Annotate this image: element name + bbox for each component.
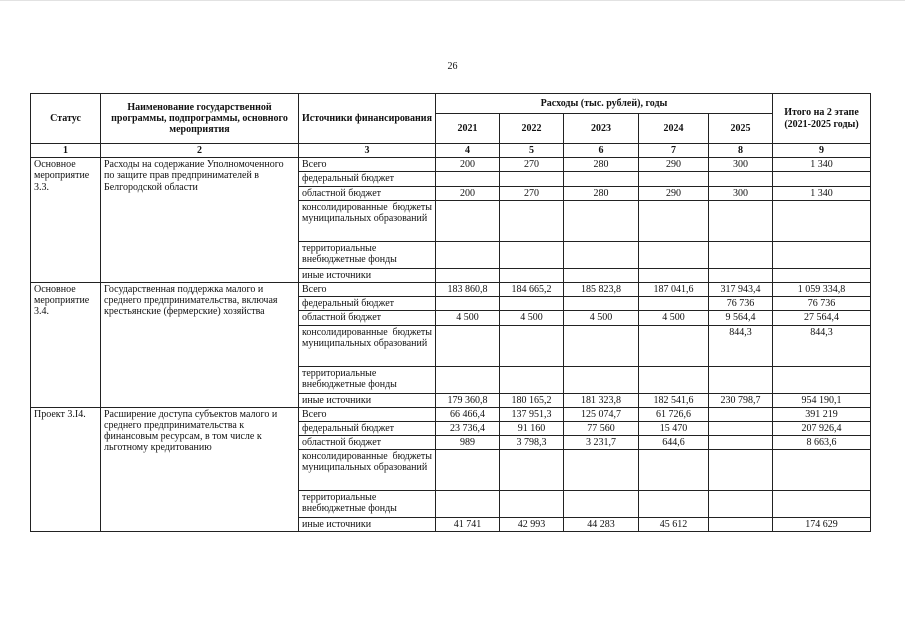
year-value-cell: 4 500 — [500, 311, 564, 325]
year-value-cell — [564, 172, 639, 186]
year-value-cell: 4 500 — [436, 311, 500, 325]
year-value-cell — [436, 366, 500, 393]
source-cell: консолидированные бюджеты муниципальных образований — [299, 450, 436, 491]
source-cell: областной бюджет — [299, 311, 436, 325]
program-name-cell: Расходы на содержание Уполномоченного по защите прав предпринимателей в Белгородской области — [101, 158, 299, 283]
year-value-cell: 290 — [639, 186, 709, 200]
year-value-cell — [500, 172, 564, 186]
year-value-cell — [564, 200, 639, 241]
year-value-cell — [709, 268, 773, 282]
year-value-cell — [639, 491, 709, 518]
scan-edge-line — [0, 0, 905, 1]
column-number: 9 — [773, 144, 871, 158]
total-value-cell — [773, 172, 871, 186]
year-value-cell: 77 560 — [564, 421, 639, 435]
header-status: Статус — [31, 94, 101, 144]
year-value-cell — [709, 421, 773, 435]
program-name-cell: Государственная поддержка малого и среднего предпринимательства, включая крестьянские (фермерские) хозяйства — [101, 282, 299, 407]
year-value-cell — [564, 450, 639, 491]
year-value-cell: 182 541,6 — [639, 393, 709, 407]
year-value-cell — [564, 268, 639, 282]
year-value-cell: 280 — [564, 158, 639, 172]
year-value-cell — [709, 407, 773, 421]
source-cell: консолидированные бюджеты муниципальных образований — [299, 200, 436, 241]
total-value-cell: 76 736 — [773, 297, 871, 311]
year-value-cell — [564, 241, 639, 268]
total-value-cell: 844,3 — [773, 325, 871, 366]
total-value-cell: 954 190,1 — [773, 393, 871, 407]
year-value-cell: 23 736,4 — [436, 421, 500, 435]
column-number: 1 — [31, 144, 101, 158]
header-year: 2025 — [709, 114, 773, 144]
year-value-cell: 844,3 — [709, 325, 773, 366]
year-value-cell: 989 — [436, 436, 500, 450]
year-value-cell — [564, 297, 639, 311]
year-value-cell: 44 283 — [564, 518, 639, 532]
year-value-cell — [500, 268, 564, 282]
year-value-cell: 45 612 — [639, 518, 709, 532]
year-value-cell: 300 — [709, 158, 773, 172]
total-value-cell: 207 926,4 — [773, 421, 871, 435]
year-value-cell — [639, 325, 709, 366]
header-year: 2022 — [500, 114, 564, 144]
year-value-cell: 230 798,7 — [709, 393, 773, 407]
year-value-cell — [436, 172, 500, 186]
year-value-cell — [436, 491, 500, 518]
year-value-cell — [564, 325, 639, 366]
year-value-cell: 3 231,7 — [564, 436, 639, 450]
year-value-cell — [639, 297, 709, 311]
total-value-cell: 1 059 334,8 — [773, 282, 871, 296]
year-value-cell: 181 323,8 — [564, 393, 639, 407]
year-value-cell — [639, 241, 709, 268]
status-cell: Основное мероприятие 3.4. — [31, 282, 101, 407]
total-value-cell: 27 564,4 — [773, 311, 871, 325]
source-cell: консолидированные бюджеты муниципальных образований — [299, 325, 436, 366]
year-value-cell — [500, 450, 564, 491]
total-value-cell — [773, 200, 871, 241]
source-cell: областной бюджет — [299, 436, 436, 450]
year-value-cell: 15 470 — [639, 421, 709, 435]
year-value-cell: 185 823,8 — [564, 282, 639, 296]
budget-table — [30, 93, 871, 532]
year-value-cell — [709, 518, 773, 532]
year-value-cell — [436, 450, 500, 491]
year-value-cell: 270 — [500, 186, 564, 200]
year-value-cell: 179 360,8 — [436, 393, 500, 407]
total-value-cell — [773, 241, 871, 268]
column-number: 5 — [500, 144, 564, 158]
year-value-cell — [639, 450, 709, 491]
year-value-cell — [709, 436, 773, 450]
year-value-cell — [500, 366, 564, 393]
year-value-cell: 200 — [436, 186, 500, 200]
year-value-cell — [500, 491, 564, 518]
total-value-cell: 391 219 — [773, 407, 871, 421]
year-value-cell — [709, 450, 773, 491]
header-total: Итого на 2 этапе (2021-2025 годы) — [773, 94, 871, 144]
year-value-cell: 3 798,3 — [500, 436, 564, 450]
column-number-row — [31, 144, 871, 158]
year-value-cell: 4 500 — [639, 311, 709, 325]
source-cell: территориальные внебюджетные фонды — [299, 241, 436, 268]
year-value-cell — [500, 200, 564, 241]
source-cell: Всего — [299, 282, 436, 296]
status-cell: Основное мероприятие 3.3. — [31, 158, 101, 283]
year-value-cell: 644,6 — [639, 436, 709, 450]
year-value-cell: 4 500 — [564, 311, 639, 325]
source-cell: федеральный бюджет — [299, 172, 436, 186]
table-row — [31, 282, 871, 296]
year-value-cell: 137 951,3 — [500, 407, 564, 421]
year-value-cell: 183 860,8 — [436, 282, 500, 296]
page-number: 26 — [447, 61, 458, 72]
source-cell: федеральный бюджет — [299, 421, 436, 435]
year-value-cell: 42 993 — [500, 518, 564, 532]
year-value-cell: 290 — [639, 158, 709, 172]
year-value-cell — [564, 366, 639, 393]
source-cell: территориальные внебюджетные фонды — [299, 366, 436, 393]
total-value-cell: 1 340 — [773, 158, 871, 172]
year-value-cell — [639, 200, 709, 241]
year-value-cell — [709, 491, 773, 518]
header-year: 2024 — [639, 114, 709, 144]
year-value-cell: 91 160 — [500, 421, 564, 435]
total-value-cell — [773, 450, 871, 491]
year-value-cell — [500, 241, 564, 268]
year-value-cell: 61 726,6 — [639, 407, 709, 421]
year-value-cell — [500, 297, 564, 311]
year-value-cell: 317 943,4 — [709, 282, 773, 296]
column-number: 4 — [436, 144, 500, 158]
program-name-cell: Расширение доступа субъектов малого и среднего предпринимательства к финансовым ресурсам, в том числе к льготному кредитованию — [101, 407, 299, 532]
source-cell: федеральный бюджет — [299, 297, 436, 311]
table-row — [31, 158, 871, 172]
year-value-cell: 187 041,6 — [639, 282, 709, 296]
year-value-cell — [436, 325, 500, 366]
header-expenses: Расходы (тыс. рублей), годы — [436, 94, 773, 114]
header-year: 2021 — [436, 114, 500, 144]
year-value-cell: 125 074,7 — [564, 407, 639, 421]
year-value-cell: 180 165,2 — [500, 393, 564, 407]
source-cell: территориальные внебюджетные фонды — [299, 491, 436, 518]
total-value-cell — [773, 491, 871, 518]
total-value-cell — [773, 268, 871, 282]
year-value-cell: 200 — [436, 158, 500, 172]
header-program-name: Наименование государственной программы, подпрограммы, основного мероприятия — [101, 94, 299, 144]
source-cell: иные источники — [299, 518, 436, 532]
total-value-cell: 174 629 — [773, 518, 871, 532]
source-cell: Всего — [299, 407, 436, 421]
table-row — [31, 407, 871, 421]
total-value-cell: 8 663,6 — [773, 436, 871, 450]
column-number: 2 — [101, 144, 299, 158]
column-number: 7 — [639, 144, 709, 158]
header-year: 2023 — [564, 114, 639, 144]
year-value-cell: 76 736 — [709, 297, 773, 311]
total-value-cell: 1 340 — [773, 186, 871, 200]
year-value-cell — [709, 172, 773, 186]
year-value-cell: 270 — [500, 158, 564, 172]
column-number: 6 — [564, 144, 639, 158]
year-value-cell: 280 — [564, 186, 639, 200]
year-value-cell — [709, 241, 773, 268]
year-value-cell — [639, 268, 709, 282]
year-value-cell — [436, 268, 500, 282]
year-value-cell: 66 466,4 — [436, 407, 500, 421]
year-value-cell — [709, 366, 773, 393]
year-value-cell — [709, 200, 773, 241]
column-number: 3 — [299, 144, 436, 158]
header-sources: Источники финансирования — [299, 94, 436, 144]
year-value-cell — [564, 491, 639, 518]
year-value-cell: 41 741 — [436, 518, 500, 532]
source-cell: иные источники — [299, 393, 436, 407]
year-value-cell — [436, 297, 500, 311]
status-cell: Проект 3.I4. — [31, 407, 101, 532]
year-value-cell: 9 564,4 — [709, 311, 773, 325]
year-value-cell: 300 — [709, 186, 773, 200]
year-value-cell — [500, 325, 564, 366]
year-value-cell: 184 665,2 — [500, 282, 564, 296]
year-value-cell — [639, 172, 709, 186]
source-cell: Всего — [299, 158, 436, 172]
column-number: 8 — [709, 144, 773, 158]
year-value-cell — [436, 241, 500, 268]
year-value-cell — [436, 200, 500, 241]
source-cell: иные источники — [299, 268, 436, 282]
source-cell: областной бюджет — [299, 186, 436, 200]
year-value-cell — [639, 366, 709, 393]
total-value-cell — [773, 366, 871, 393]
